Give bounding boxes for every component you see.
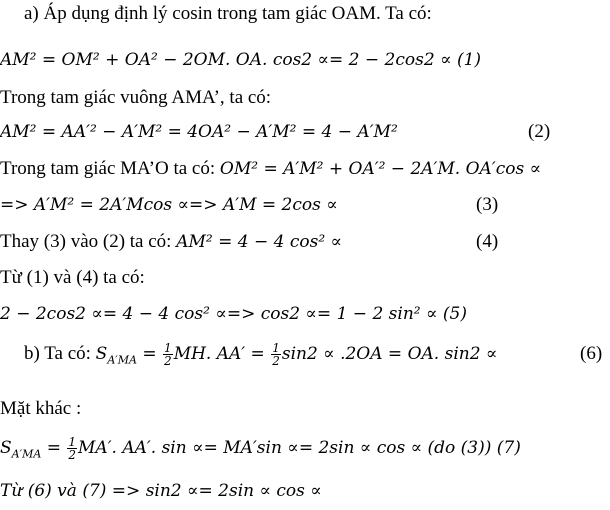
part-b-line	[24, 342, 497, 372]
equation-2: AM² = AA′² − A′M² = 4OA² − A′M² = 4 − A′M²	[0, 122, 398, 142]
line-triangle-mao	[0, 157, 541, 181]
equation-5: 2 − 2cos2 ∝= 4 − 4 cos² ∝=> cos2 ∝= 1 − 2 sin² ∝ (5)	[0, 304, 467, 324]
text-from-1-and-4: Từ (1) và (4) ta có:	[0, 267, 145, 288]
area-equation-6: $S_{A'MA}$ = $\frac{1}{2}$ MH. AA′ = $\frac{1}{2}$ sin2 ∝ .2OA = OA. sin2 ∝	[95, 341, 498, 368]
text-on-the-other-hand: Mặt khác :	[0, 398, 82, 419]
equation-3-number: (3)	[476, 194, 499, 215]
line-substitute	[0, 230, 342, 254]
part-a-heading: a) Áp dụng định lý cosin trong tam giác OAM. Ta có:	[24, 3, 432, 24]
text-right-triangle: Trong tam giác vuông AMA’, ta có:	[0, 87, 272, 108]
equation-6-number: (6)	[580, 343, 603, 364]
equation-2-number: (2)	[528, 121, 551, 142]
triangle-mao-text: Trong tam giác MA’O ta có:	[0, 158, 216, 179]
conclusion: Từ (6) và (7) => sin2 ∝= 2sin ∝ cos ∝	[0, 481, 322, 501]
part-b-label: b) Ta có:	[24, 343, 91, 364]
substitute-text: Thay (3) vào (2) ta có:	[0, 231, 172, 252]
equation-4-number: (4)	[476, 231, 499, 252]
cosine-relation: OM² = A′M² + OA′² − 2A′M. OA′cos ∝	[219, 159, 542, 179]
equation-4: AM² = 4 − 4 cos² ∝	[176, 232, 343, 252]
equation-1: AM² = OM² + OA² − 2OM. OA. cos2 ∝= 2 − 2cos2 ∝ (1)	[0, 50, 482, 70]
area-equation-7: $S_{A'MA}$ = $\frac{1}{2}$ MA′. AA′. sin ∝= MA′sin ∝= 2sin ∝ cos ∝ (do (3)) (7)	[0, 435, 521, 462]
equation-3: => A′M² = 2A′Mcos ∝=> A′M = 2cos ∝	[0, 195, 338, 215]
